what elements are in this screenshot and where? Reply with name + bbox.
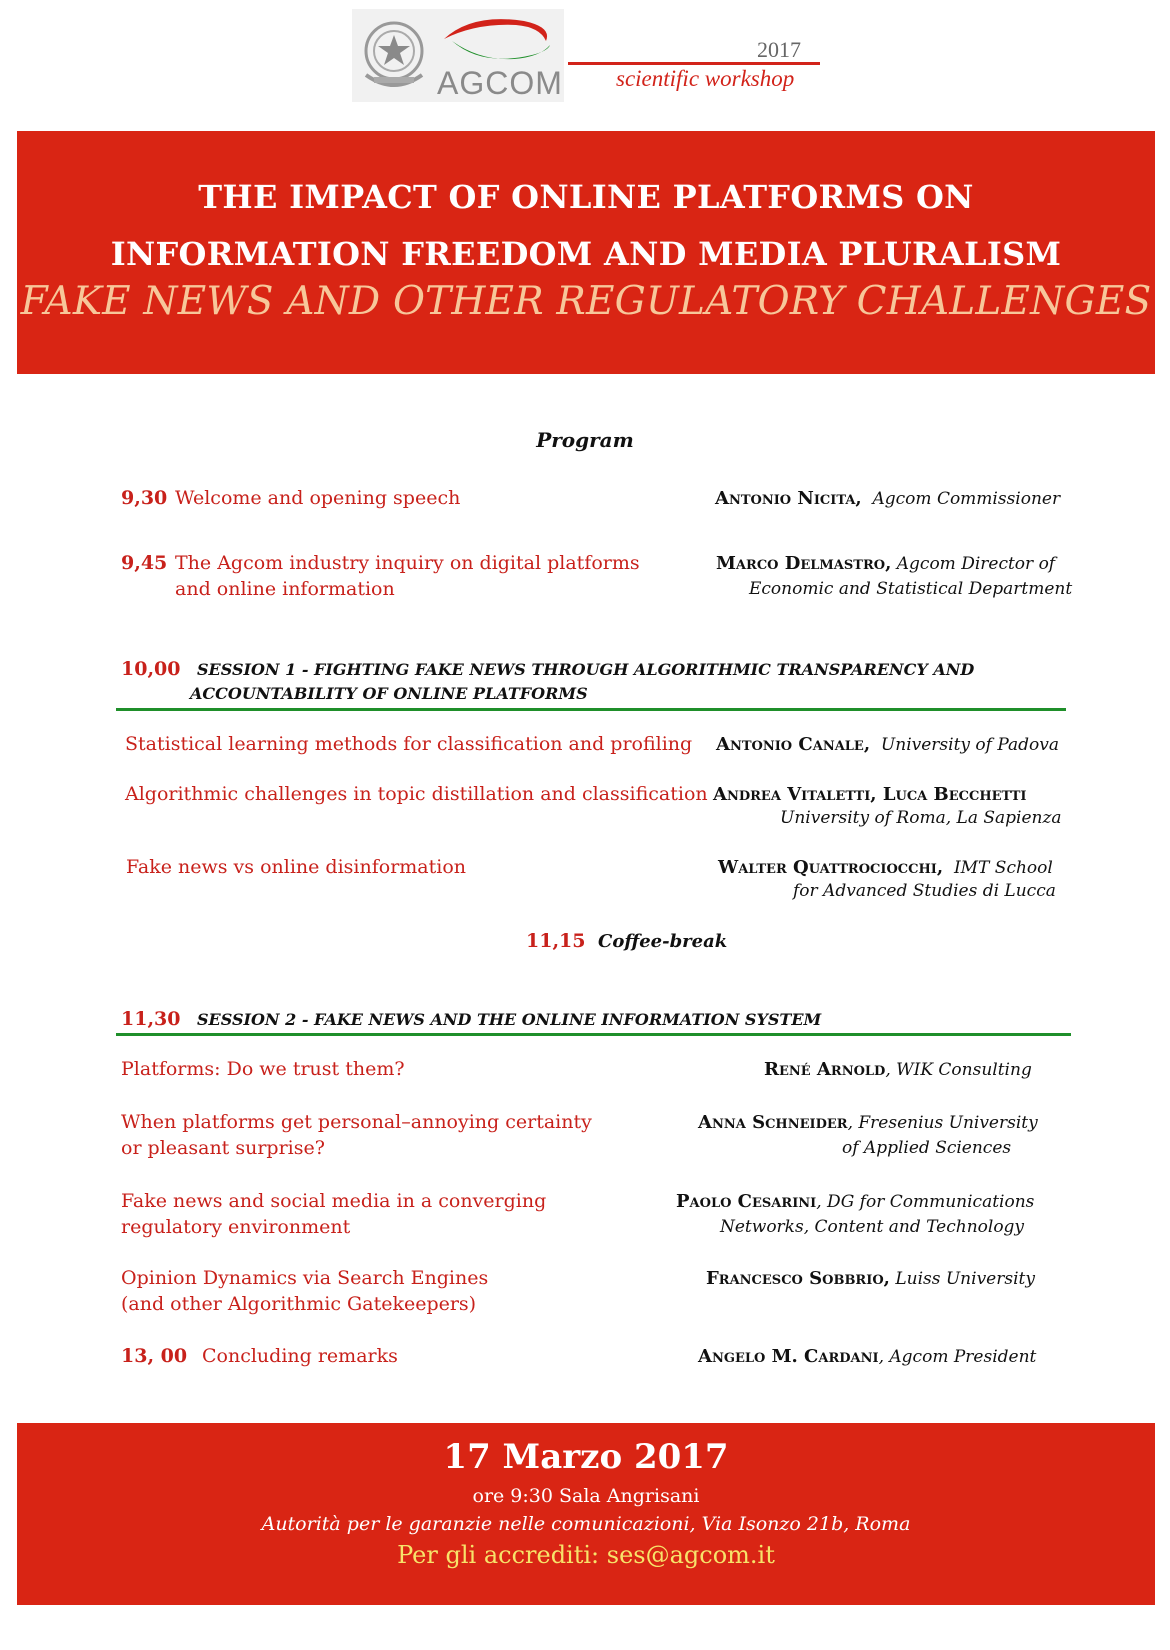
speaker-affiliation: University of Roma, La Sapienza: [780, 808, 1062, 828]
speaker-affiliation: , Fresenius University: [847, 1113, 1038, 1133]
workshop-year: 2017: [757, 37, 801, 62]
session-time: 10,00: [121, 658, 181, 680]
speaker-name: Walter Quattrociocchi,: [718, 857, 944, 878]
speaker-name: René Arnold: [764, 1059, 886, 1080]
speaker-affiliation-cont: Economic and Statistical Department: [749, 579, 1073, 599]
coffee-break-label: Coffee-break: [598, 931, 728, 952]
agenda-item-title: Welcome and opening speech: [175, 487, 461, 509]
speaker-affiliation: IMT School: [953, 858, 1053, 878]
session-1-title-cont: ACCOUNTABILITY OF ONLINE PLATFORMS: [190, 684, 588, 703]
speaker-name: Marco Delmastro,: [716, 553, 892, 574]
talk-title: Opinion Dynamics via Search Engines: [121, 1267, 489, 1289]
session-1-title: SESSION 1 - FIGHTING FAKE NEWS THROUGH ALGORITHMIC TRANSPARENCY AND: [197, 660, 975, 679]
agcom-swoosh-icon: [432, 11, 560, 69]
speaker-entry: [764, 1059, 1032, 1080]
banner-title-line-2: INFORMATION FREEDOM AND MEDIA PLURALISM: [110, 235, 1062, 273]
agenda-item-title: Concluding remarks: [202, 1345, 398, 1367]
speaker-entry: [718, 857, 1053, 878]
speaker-name: Angelo M. Cardani: [698, 1346, 879, 1367]
workshop-label: scientific workshop: [616, 66, 795, 91]
talk-title: When platforms get personal–annoying certainty: [121, 1111, 592, 1133]
italian-republic-emblem-icon: [358, 15, 430, 97]
registration-contact: Per gli accrediti: ses@agcom.it: [397, 1541, 775, 1569]
speaker-entry: [715, 488, 1060, 509]
logo-text: AGCOM: [437, 65, 563, 101]
event-footer: [17, 1423, 1155, 1605]
speaker-entry: [713, 784, 1027, 805]
speaker-name: Francesco Sobbrio,: [706, 1268, 890, 1289]
speaker-affiliation-cont: for Advanced Studies di Lucca: [793, 881, 1056, 901]
speaker-affiliation: University of Padova: [880, 735, 1060, 755]
time-label: 13, 00: [121, 1345, 188, 1367]
speaker-entry: [716, 734, 1059, 755]
session-2-title: SESSION 2 - FAKE NEWS AND THE ONLINE INFORMATION SYSTEM: [197, 1010, 822, 1029]
event-time-place: ore 9:30 Sala Angrisani: [472, 1485, 700, 1507]
speaker-affiliation: , Agcom President: [878, 1347, 1037, 1367]
session-1-divider: [116, 708, 1066, 711]
coffee-break-time: 11,15: [526, 930, 586, 952]
speaker-affiliation: Agcom Director of: [896, 554, 1056, 574]
speaker-name: Andrea Vitaletti, Luca Becchetti: [713, 784, 1027, 805]
speaker-affiliation: Agcom Commissioner: [872, 489, 1061, 509]
talk-title-cont: regulatory environment: [121, 1216, 351, 1238]
speaker-entry: [698, 1112, 1038, 1133]
talk-title-cont: (and other Algorithmic Gatekeepers): [121, 1293, 477, 1315]
agcom-logo: [352, 9, 564, 102]
banner-subtitle: FAKE NEWS AND OTHER REGULATORY CHALLENGES: [20, 279, 1152, 324]
event-address: Autorità per le garanzie nelle comunicazioni, Via Isonzo 21b, Roma: [261, 1513, 911, 1535]
talk-title: Algorithmic challenges in topic distillation and classification: [125, 783, 708, 805]
speaker-name: Paolo Cesarini: [676, 1191, 817, 1212]
speaker-name: Antonio Nicita,: [715, 488, 862, 509]
speaker-entry: [706, 1268, 1035, 1289]
speaker-name: Anna Schneider: [698, 1112, 848, 1133]
speaker-affiliation: , WIK Consulting: [885, 1060, 1032, 1080]
speaker-affiliation-cont: of Applied Sciences: [842, 1138, 1012, 1158]
time-label: 9,45: [121, 552, 168, 574]
talk-title: Fake news and social media in a converging: [121, 1190, 547, 1212]
title-banner: [17, 131, 1155, 374]
agenda-item-title: The Agcom industry inquiry on digital platforms: [175, 552, 640, 574]
speaker-entry: [716, 553, 1055, 574]
time-label: 9,30: [121, 487, 168, 509]
header-divider: [568, 62, 820, 65]
banner-title-line-1: THE IMPACT OF ONLINE PLATFORMS ON: [198, 178, 974, 216]
program-heading: Program: [536, 428, 634, 452]
speaker-affiliation-cont: Networks, Content and Technology: [720, 1217, 1025, 1237]
speaker-affiliation: , DG for Communications: [816, 1192, 1035, 1212]
speaker-entry: [676, 1191, 1034, 1212]
session-time: 11,30: [121, 1008, 181, 1030]
talk-title-cont: or pleasant surprise?: [121, 1137, 325, 1159]
talk-title: Statistical learning methods for classification and profiling: [125, 733, 693, 755]
session-2-divider: [116, 1033, 1071, 1036]
speaker-entry: [698, 1346, 1036, 1367]
speaker-affiliation: Luiss University: [895, 1269, 1035, 1289]
agenda-item-title-cont: and online information: [175, 578, 395, 600]
speaker-name: Antonio Canale,: [716, 734, 871, 755]
talk-title: Platforms: Do we trust them?: [121, 1058, 405, 1080]
talk-title: Fake news vs online disinformation: [126, 856, 467, 878]
event-date: 17 Marzo 2017: [443, 1437, 729, 1477]
